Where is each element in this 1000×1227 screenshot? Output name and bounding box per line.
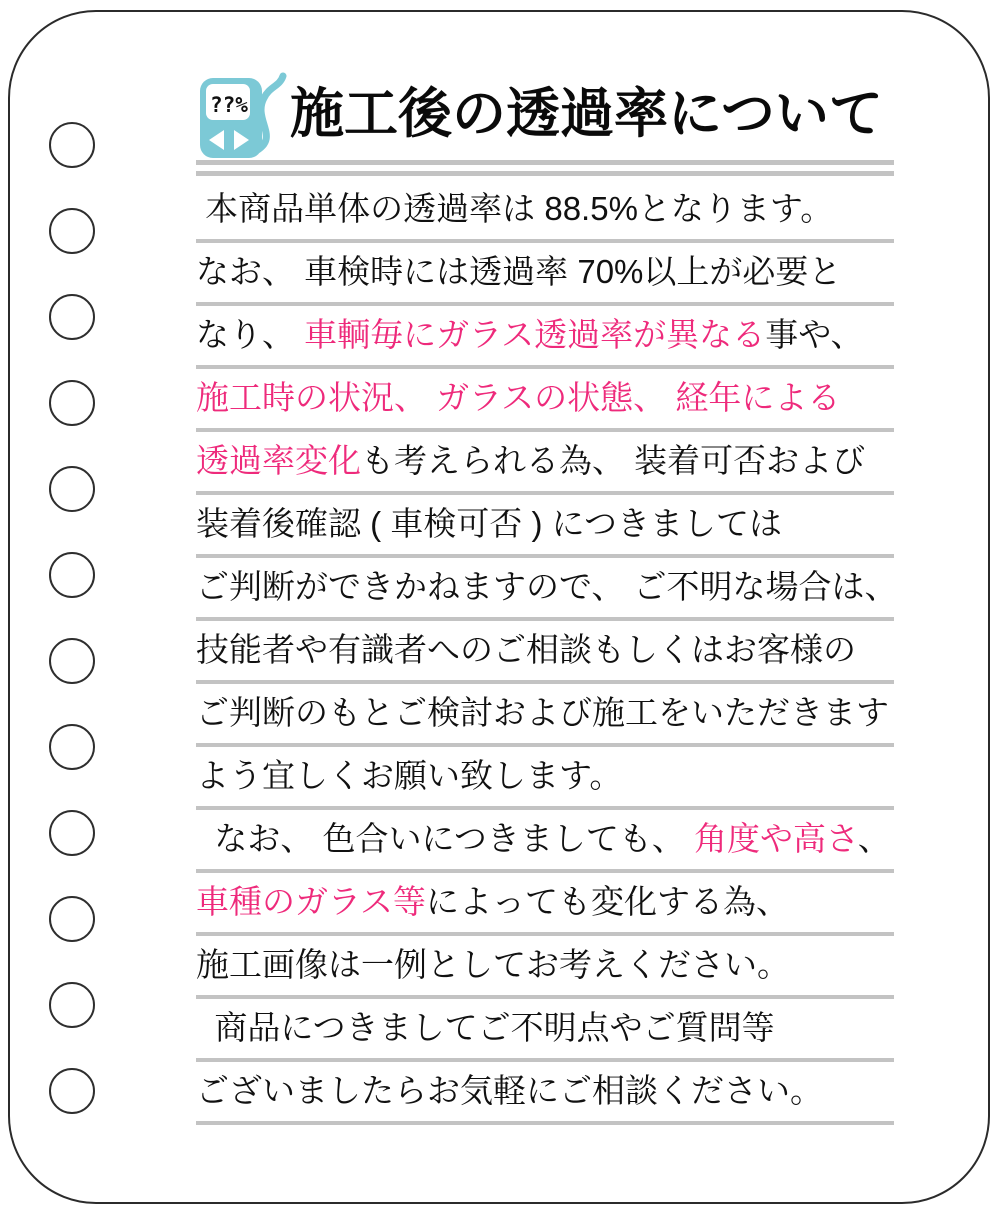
body-text: 本商品単体の透過率は 88.5%となります。: [196, 190, 834, 227]
text-line: [196, 1005, 894, 1068]
text-line: [196, 816, 894, 879]
punch-hole: [49, 466, 95, 512]
text-line-content: [196, 438, 894, 484]
line-underline: [196, 1121, 894, 1125]
body-text: 施工画像は一例としてお考えください。: [196, 946, 790, 983]
line-underline: [196, 932, 894, 936]
body-text: なお、 色合いにつきましても、: [196, 820, 695, 857]
punch-hole: [49, 294, 95, 340]
text-line: [196, 312, 894, 375]
text-line: [196, 879, 894, 942]
line-underline: [196, 806, 894, 810]
text-line-content: [196, 879, 894, 925]
transmittance-meter-icon: [196, 70, 288, 162]
title-divider-top: [196, 160, 894, 165]
text-line-content: [196, 501, 894, 547]
punch-hole: [49, 552, 95, 598]
line-underline: [196, 869, 894, 873]
text-line: [196, 627, 894, 690]
text-line: [196, 375, 894, 438]
body-text: も考えられる為、 装着可否および: [361, 442, 866, 479]
line-underline: [196, 365, 894, 369]
punch-hole: [49, 380, 95, 426]
body-text: 商品につきましてご不明点やご質問等: [196, 1009, 775, 1046]
text-line-content: [196, 753, 894, 799]
line-underline: [196, 239, 894, 243]
title-divider-bottom: [196, 171, 894, 176]
punch-hole-column: [49, 122, 95, 1154]
body-text: 事や、: [765, 316, 864, 353]
text-line-content: [196, 816, 894, 862]
text-line-content: [196, 942, 894, 988]
body-text: よう宜しくお願い致します。: [196, 757, 623, 794]
text-line-content: [196, 564, 898, 610]
body-text: 装着後確認 ( 車検可否 ) につきましては: [196, 505, 782, 542]
text-line: [196, 1068, 894, 1131]
text-line: [196, 186, 894, 249]
line-underline: [196, 995, 894, 999]
text-line-content: [196, 312, 894, 358]
body-text: によっても変化する為、: [426, 883, 790, 920]
text-line: [196, 438, 894, 501]
text-line-content: [196, 1005, 894, 1051]
punch-hole: [49, 208, 95, 254]
line-underline: [196, 428, 894, 432]
text-line: [196, 249, 894, 312]
highlighted-text: 施工時の状況、 ガラスの状態、 経年による: [196, 379, 841, 416]
punch-hole: [49, 122, 95, 168]
text-line: [196, 942, 894, 1005]
text-line: [196, 690, 894, 753]
notice-body: [196, 186, 898, 1131]
punch-hole: [49, 896, 95, 942]
line-underline: [196, 302, 894, 306]
text-line-content: [196, 186, 894, 232]
body-text: ご判断ができかねますので、 ご不明な場合は、: [196, 568, 898, 605]
page-title: 施工後の透過率について: [290, 84, 883, 144]
notice-header: [196, 70, 896, 158]
text-line: [196, 753, 894, 816]
punch-hole: [49, 1068, 95, 1114]
punch-hole: [49, 724, 95, 770]
highlighted-text: 透過率変化: [196, 442, 361, 479]
text-line-content: [196, 375, 894, 421]
highlighted-text: 車種のガラス等: [196, 883, 427, 920]
text-line: [196, 501, 894, 564]
text-line: [196, 564, 898, 627]
text-line-content: [196, 690, 894, 736]
punch-hole: [49, 638, 95, 684]
highlighted-text: 車輌毎にガラス透過率が異なる: [304, 316, 766, 353]
body-text: ございましたらお気軽にご相談ください。: [196, 1072, 823, 1109]
body-text: なり、: [196, 316, 305, 353]
text-line-content: [196, 1068, 894, 1114]
body-text: なお、 車検時には透過率 70%以上が必要と: [196, 253, 842, 290]
body-text: 技能者や有識者へのご相談もしくはお客様の: [196, 631, 856, 668]
text-line-content: [196, 627, 894, 673]
meter-screen-text: ??%: [210, 93, 248, 117]
highlighted-text: 角度や高さ: [694, 820, 858, 857]
line-underline: [196, 1058, 894, 1062]
line-underline: [196, 743, 894, 747]
punch-hole: [49, 982, 95, 1028]
line-underline: [196, 554, 894, 558]
body-text: ご判断のもとご検討および施工をいただきます: [196, 694, 889, 731]
line-underline: [196, 617, 894, 621]
notice-content: [196, 70, 896, 1131]
line-underline: [196, 680, 894, 684]
line-underline: [196, 491, 894, 495]
punch-hole: [49, 810, 95, 856]
body-text: 、: [857, 820, 891, 857]
text-line-content: [196, 249, 894, 295]
